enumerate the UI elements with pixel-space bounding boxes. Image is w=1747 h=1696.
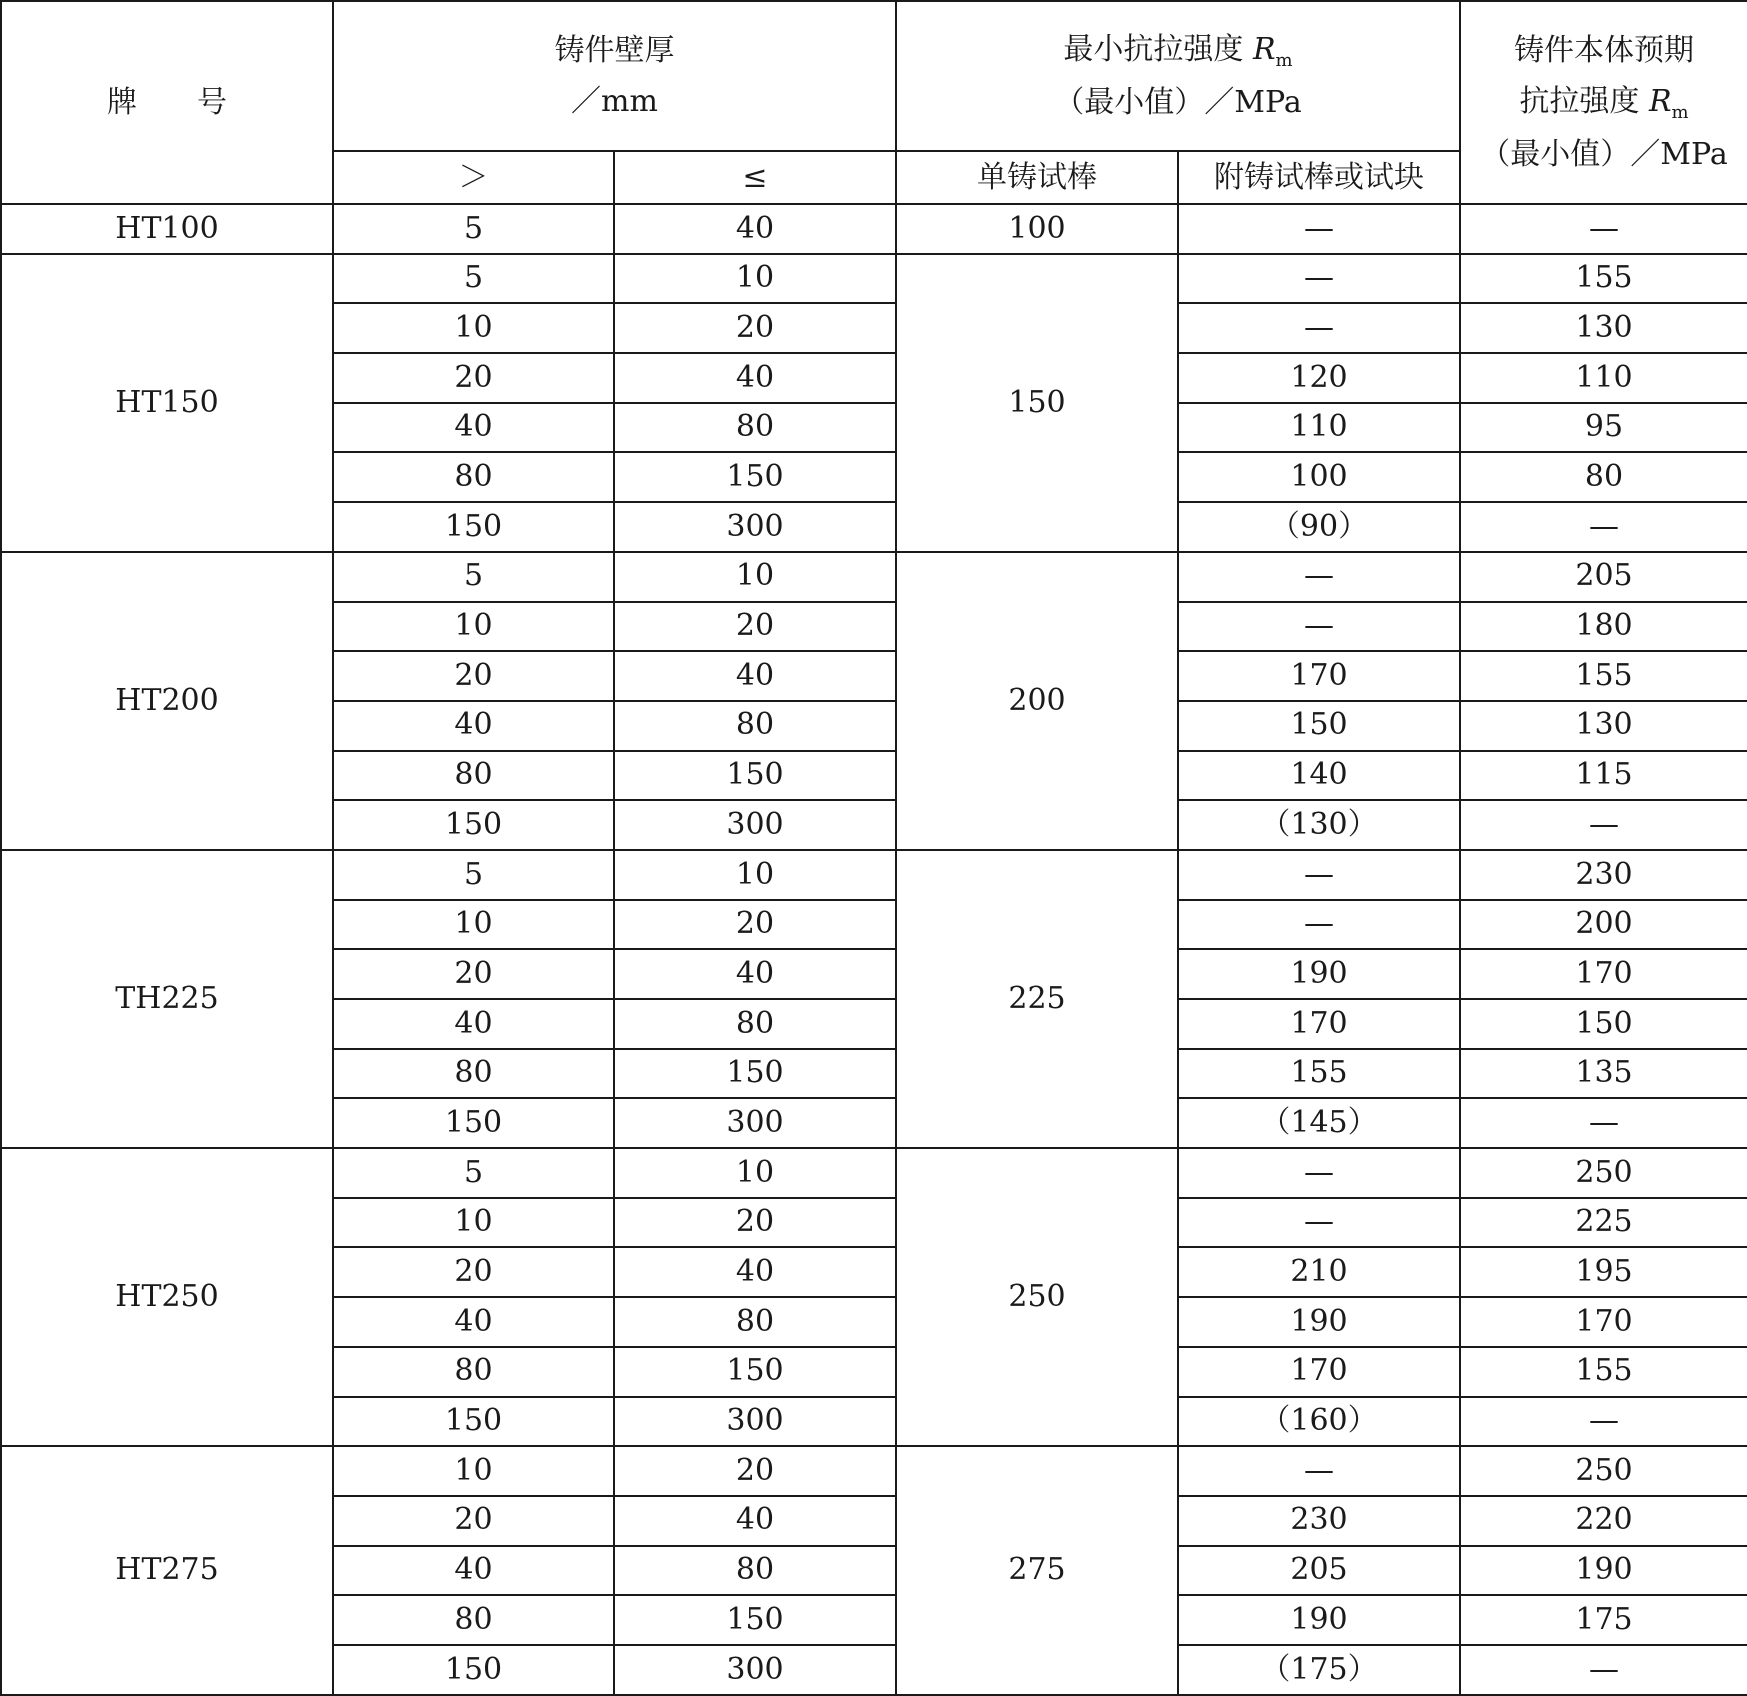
attached-bar-cell: 230 [1178,1496,1460,1546]
attached-bar-cell: 210 [1178,1247,1460,1297]
wall-gt-cell: 80 [333,751,614,801]
wall-gt-cell: 40 [333,701,614,751]
attached-bar-cell: 100 [1178,452,1460,502]
single-bar-cell: 200 [896,552,1178,850]
expected-strength-cell: — [1460,204,1747,254]
header-min-tensile-unit: （最小值）／MPa [1054,84,1302,120]
header-wall-thickness-unit: ／mm [571,84,658,119]
expected-strength-cell: 170 [1460,949,1747,999]
wall-le-cell: 300 [614,1645,896,1695]
expected-strength-cell: — [1460,1098,1747,1148]
wall-le-cell: 300 [614,1397,896,1447]
header-min-tensile-title: 最小抗拉强度 [1063,32,1244,68]
expected-strength-cell: 205 [1460,552,1747,602]
attached-bar-cell: — [1178,1446,1460,1496]
header-expected-line1: 铸件本体预期 [1514,33,1695,69]
expected-strength-cell: — [1460,800,1747,850]
attached-bar-cell: — [1178,303,1460,353]
expected-strength-cell: 180 [1460,602,1747,652]
attached-bar-cell: — [1178,1198,1460,1248]
wall-gt-cell: 10 [333,602,614,652]
grade-cell: HT275 [1,1446,333,1694]
grade-cell: HT200 [1,552,333,850]
wall-gt-cell: 80 [333,1595,614,1645]
wall-le-cell: 40 [614,1247,896,1297]
wall-gt-cell: 10 [333,303,614,353]
expected-strength-cell: 135 [1460,1049,1747,1099]
wall-gt-cell: 40 [333,999,614,1049]
expected-strength-cell: 150 [1460,999,1747,1049]
wall-le-cell: 150 [614,1049,896,1099]
attached-bar-cell: — [1178,204,1460,254]
grade-cell: TH225 [1,850,333,1148]
header-expected-symbol: R [1648,84,1672,120]
table-row [1,1446,1747,1496]
attached-bar-cell: — [1178,1148,1460,1198]
wall-gt-cell: 150 [333,502,614,552]
wall-gt-cell: 5 [333,850,614,900]
single-bar-cell: 275 [896,1446,1178,1694]
wall-le-cell: 80 [614,701,896,751]
wall-le-cell: 10 [614,850,896,900]
expected-strength-cell: 155 [1460,1347,1747,1397]
expected-strength-cell: 130 [1460,701,1747,751]
wall-gt-cell: 20 [333,651,614,701]
attached-bar-cell: 155 [1178,1049,1460,1099]
expected-strength-cell: — [1460,1397,1747,1447]
expected-strength-cell: 200 [1460,900,1747,950]
header-wall-le: ≤ [614,151,896,204]
expected-strength-cell: 190 [1460,1546,1747,1596]
attached-bar-cell: 170 [1178,999,1460,1049]
header-attached-bar: 附铸试棒或试块 [1178,151,1460,204]
attached-bar-cell: （130） [1178,800,1460,850]
header-min-tensile [896,1,1460,151]
expected-strength-cell: 220 [1460,1496,1747,1546]
expected-strength-cell: 250 [1460,1446,1747,1496]
single-bar-cell: 250 [896,1148,1178,1446]
attached-bar-cell: — [1178,900,1460,950]
table-body [1,204,1747,1695]
expected-strength-cell: 115 [1460,751,1747,801]
wall-gt-cell: 20 [333,949,614,999]
expected-strength-cell: 130 [1460,303,1747,353]
wall-gt-cell: 10 [333,900,614,950]
wall-le-cell: 40 [614,1496,896,1546]
header-single-bar: 单铸试棒 [896,151,1178,204]
single-bar-cell: 225 [896,850,1178,1148]
wall-gt-cell: 5 [333,204,614,254]
single-bar-cell: 100 [896,204,1178,254]
wall-gt-cell: 80 [333,1347,614,1397]
expected-strength-cell: — [1460,502,1747,552]
expected-strength-cell: 155 [1460,254,1747,304]
expected-strength-cell: 230 [1460,850,1747,900]
wall-gt-cell: 5 [333,254,614,304]
wall-le-cell: 300 [614,1098,896,1148]
wall-gt-cell: 80 [333,452,614,502]
header-wall-gt: ＞ [333,151,614,204]
wall-le-cell: 80 [614,999,896,1049]
header-min-tensile-symbol: R [1252,32,1276,68]
header-wall-thickness [333,1,896,151]
wall-le-cell: 150 [614,751,896,801]
header-expected-strength [1460,1,1747,204]
attached-bar-cell: 190 [1178,1595,1460,1645]
wall-le-cell: 40 [614,651,896,701]
grade-cell: HT100 [1,204,333,254]
wall-gt-cell: 150 [333,800,614,850]
attached-bar-cell: — [1178,254,1460,304]
wall-le-cell: 20 [614,900,896,950]
attached-bar-cell: 110 [1178,403,1460,453]
attached-bar-cell: 170 [1178,651,1460,701]
wall-gt-cell: 10 [333,1198,614,1248]
attached-bar-cell: — [1178,552,1460,602]
wall-le-cell: 150 [614,1347,896,1397]
attached-bar-cell: （90） [1178,502,1460,552]
grade-cell: HT150 [1,254,333,552]
attached-bar-cell: — [1178,602,1460,652]
table-row [1,552,1747,602]
expected-strength-cell: — [1460,1645,1747,1695]
wall-gt-cell: 40 [333,1297,614,1347]
attached-bar-cell: （160） [1178,1397,1460,1447]
wall-le-cell: 10 [614,552,896,602]
wall-gt-cell: 40 [333,403,614,453]
wall-le-cell: 10 [614,1148,896,1198]
wall-le-cell: 40 [614,204,896,254]
expected-strength-cell: 175 [1460,1595,1747,1645]
attached-bar-cell: 205 [1178,1546,1460,1596]
wall-le-cell: 20 [614,602,896,652]
header-expected-subscript: m [1671,102,1689,124]
grade-cell: HT250 [1,1148,333,1446]
expected-strength-cell: 80 [1460,452,1747,502]
expected-strength-cell: 195 [1460,1247,1747,1297]
wall-le-cell: 80 [614,1297,896,1347]
header-wall-thickness-title: 铸件壁厚 [554,33,675,68]
table-row [1,254,1747,304]
expected-strength-cell: 95 [1460,403,1747,453]
wall-le-cell: 20 [614,303,896,353]
wall-gt-cell: 80 [333,1049,614,1099]
wall-le-cell: 300 [614,502,896,552]
header-expected-unit: （最小值）／MPa [1480,136,1728,172]
wall-gt-cell: 20 [333,353,614,403]
attached-bar-cell: 150 [1178,701,1460,751]
header-expected-line2: 抗拉强度 [1519,84,1640,120]
wall-gt-cell: 20 [333,1247,614,1297]
expected-strength-cell: 170 [1460,1297,1747,1347]
wall-gt-cell: 150 [333,1645,614,1695]
single-bar-cell: 150 [896,254,1178,552]
wall-le-cell: 20 [614,1198,896,1248]
wall-gt-cell: 40 [333,1546,614,1596]
expected-strength-cell: 225 [1460,1198,1747,1248]
header-brand: 牌 号 [1,1,333,204]
header-min-tensile-subscript: m [1275,50,1293,72]
wall-gt-cell: 5 [333,552,614,602]
attached-bar-cell: （145） [1178,1098,1460,1148]
table-row [1,850,1747,900]
attached-bar-cell: — [1178,850,1460,900]
wall-gt-cell: 150 [333,1098,614,1148]
wall-le-cell: 40 [614,949,896,999]
wall-le-cell: 150 [614,452,896,502]
wall-le-cell: 40 [614,353,896,403]
wall-gt-cell: 5 [333,1148,614,1198]
expected-strength-cell: 110 [1460,353,1747,403]
wall-le-cell: 80 [614,1546,896,1596]
table-row [1,1148,1747,1198]
wall-le-cell: 300 [614,800,896,850]
wall-le-cell: 150 [614,1595,896,1645]
attached-bar-cell: 140 [1178,751,1460,801]
attached-bar-cell: 190 [1178,949,1460,999]
wall-le-cell: 10 [614,254,896,304]
table-row [1,204,1747,254]
wall-le-cell: 20 [614,1446,896,1496]
attached-bar-cell: 190 [1178,1297,1460,1347]
attached-bar-cell: 120 [1178,353,1460,403]
attached-bar-cell: 170 [1178,1347,1460,1397]
wall-gt-cell: 10 [333,1446,614,1496]
expected-strength-cell: 155 [1460,651,1747,701]
wall-le-cell: 80 [614,403,896,453]
wall-gt-cell: 20 [333,1496,614,1546]
wall-gt-cell: 150 [333,1397,614,1447]
expected-strength-cell: 250 [1460,1148,1747,1198]
attached-bar-cell: （175） [1178,1645,1460,1695]
